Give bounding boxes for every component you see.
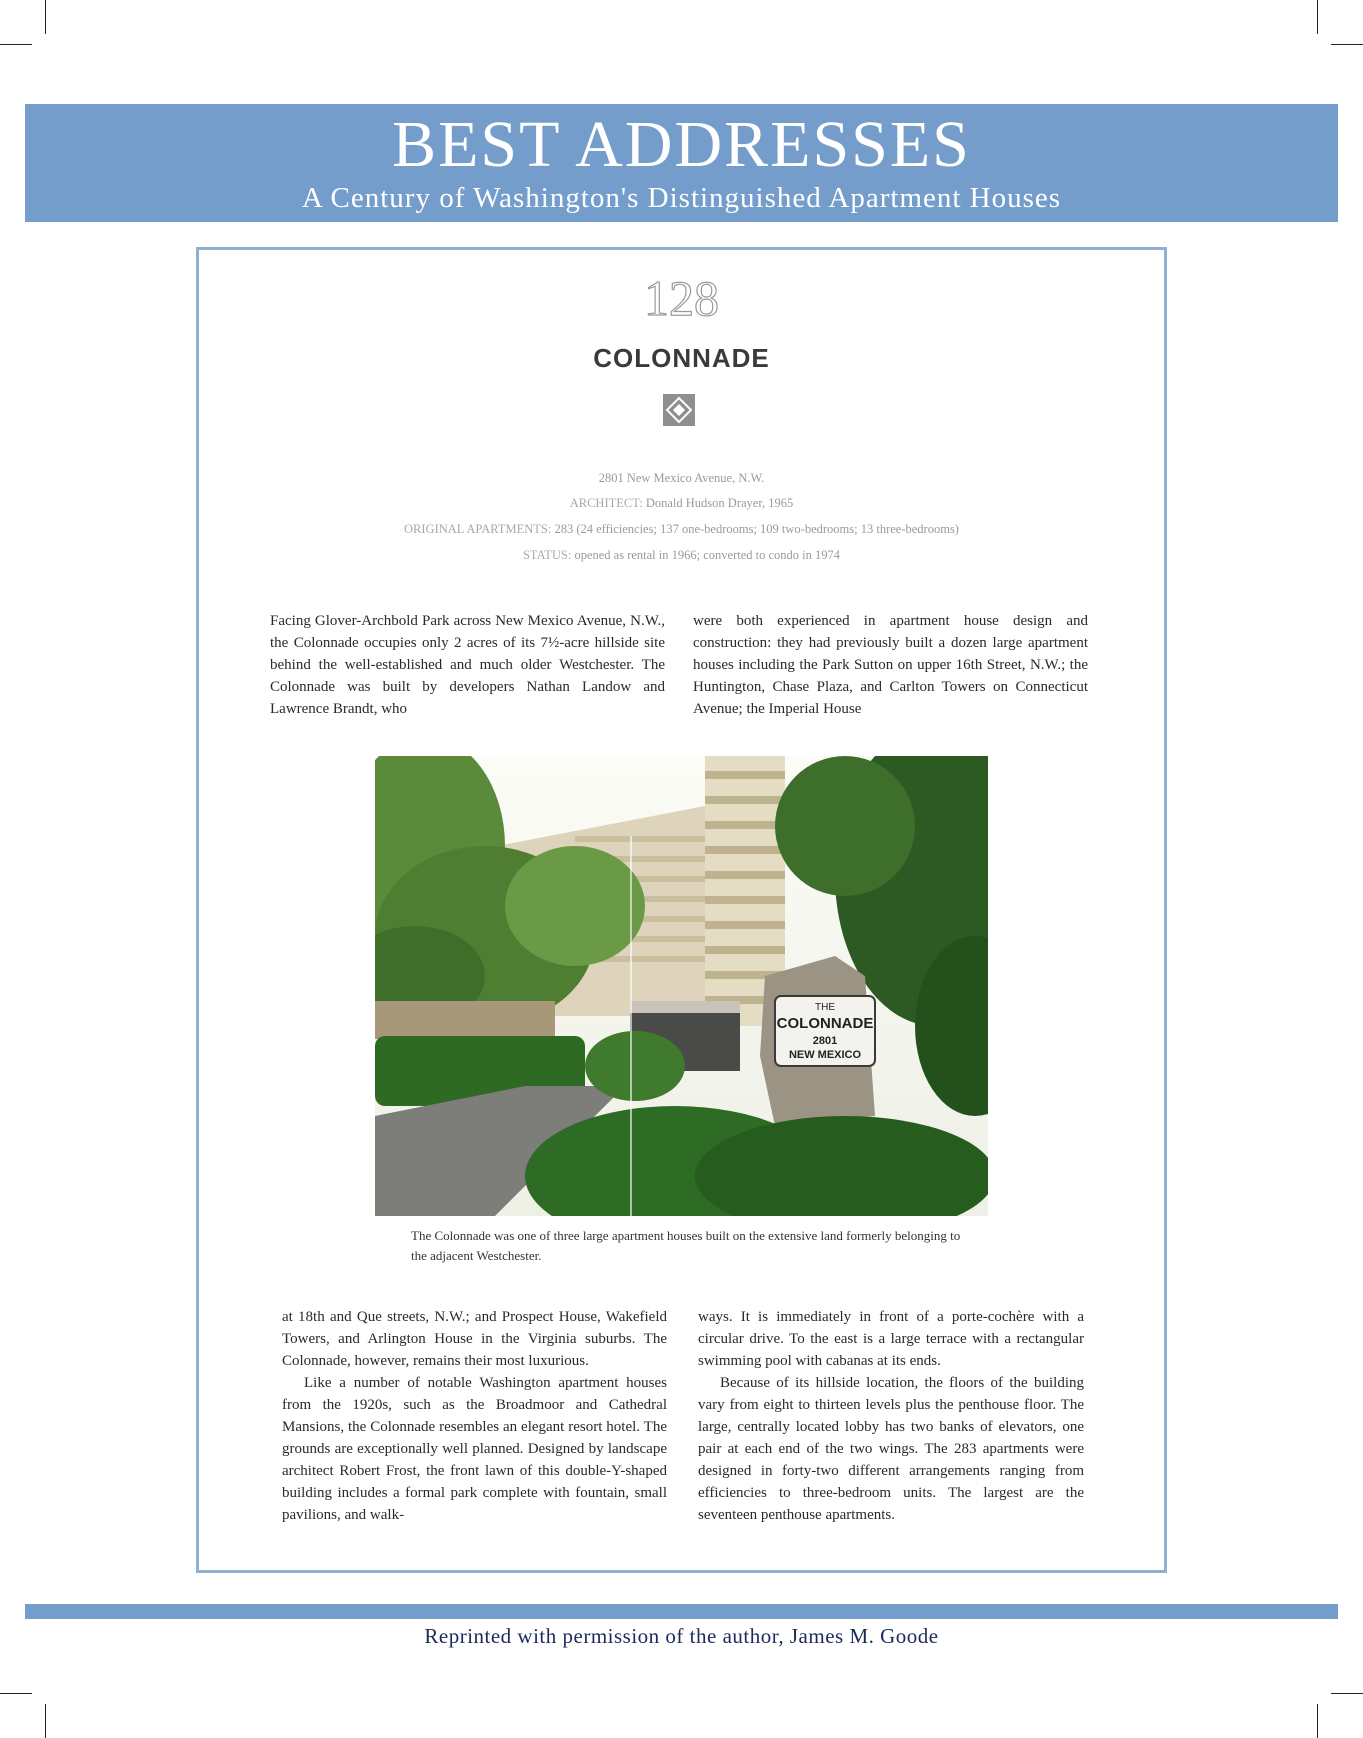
crop-mark	[45, 1704, 46, 1738]
colonnade-photo	[375, 756, 988, 1216]
paragraph: Like a number of notable Washington apartment houses from the 1920s, such as the Broadmoor and Cathedral Mansions, the Colonnade resembles an elegant resort hotel. The grounds are exceptionally well planned. Designed by landscape architect Robert Frost, the front lawn of this double-Y-shaped building includes a formal park complete with fountain, small pavilions, and walk-	[282, 1375, 667, 1523]
header-banner	[25, 104, 1338, 222]
paragraph: were both experienced in apartment house design and construction: they had previously built a dozen large apartment houses including the Park Sutton on upper 16th Street, N.W.; the Huntington, Chase Plaza, and Carlton Towers on Connecticut Avenue; the Imperial House	[693, 613, 1088, 717]
sign-line-name: COLONNADE	[776, 1015, 874, 1032]
text-bottom-left	[282, 1306, 667, 1526]
text-top-right	[693, 610, 1088, 720]
address-value: 2801 New Mexico Avenue, N.W.	[598, 471, 765, 485]
text-top-left	[270, 610, 665, 720]
entry-status	[0, 549, 1363, 562]
sign-line-the: THE	[815, 1002, 835, 1013]
entry-apartments	[0, 523, 1363, 536]
crop-mark	[0, 44, 32, 45]
entry-number: 128	[644, 270, 719, 326]
crop-mark	[0, 1693, 32, 1694]
crop-mark	[45, 0, 46, 34]
text-bottom-right	[698, 1306, 1084, 1526]
crop-mark	[1331, 1693, 1363, 1694]
apartments-label: ORIGINAL APARTMENTS:	[404, 522, 552, 536]
architect-value: Donald Hudson Drayer, 1965	[645, 496, 794, 510]
entry-architect	[0, 497, 1363, 510]
building-name: COLONNADE	[593, 343, 770, 373]
paragraph: ways. It is immediately in front of a porte-cochère with a circular drive. To the east is a large terrace with a rectangular swimming pool with cabanas at its ends.	[698, 1309, 1084, 1369]
header-title: BEST ADDRESSES	[392, 108, 971, 181]
diamond-ornament-icon	[663, 394, 695, 426]
apartments-value: 283 (24 efficiencies; 137 one-bedrooms; 109 two-bedrooms; 13 three-bedrooms)	[554, 522, 959, 536]
status-value: opened as rental in 1966; converted to condo in 1974	[574, 548, 840, 562]
architect-label: ARCHITECT:	[569, 496, 643, 510]
paragraph: at 18th and Que streets, N.W.; and Prospect House, Wakefield Towers, and Arlington House in the Virginia suburbs. The Colonnade, however, remains their most luxurious.	[282, 1309, 667, 1369]
paragraph: Because of its hillside location, the floors of the building vary from eight to thirteen levels plus the penthouse floor. The large, centrally located lobby has two banks of elevators, one pair at each end of the two wings. The 283 apartments were designed in forty-two different arrangements ranging from efficiencies to three-bedroom units. The largest are the seventeen penthouse apartments.	[698, 1375, 1084, 1523]
crop-mark	[1331, 44, 1363, 45]
photo-caption: The Colonnade was one of three large apartment houses built on the extensive land formerly belonging to the adjacent Westchester.	[411, 1228, 961, 1263]
footer-credit: Reprinted with permission of the author, James M. Goode	[424, 1624, 939, 1648]
paragraph: Facing Glover-Archbold Park across New Mexico Avenue, N.W., the Colonnade occupies only 2 acres of its 7½-acre hillside site behind the well-established and much older Westchester. The Colonnade was built by developers Nathan Landow and Lawrence Brandt, who	[270, 613, 665, 717]
status-label: STATUS:	[522, 548, 572, 562]
sign-line-number: 2801	[812, 1035, 838, 1047]
crop-mark	[1317, 1704, 1318, 1738]
crop-mark	[1317, 0, 1318, 34]
footer-bar	[25, 1604, 1338, 1619]
sign-line-street: NEW MEXICO	[788, 1049, 862, 1061]
entry-address	[0, 472, 1363, 485]
header-subtitle: A Century of Washington's Distinguished Apartment Houses	[301, 182, 1062, 214]
